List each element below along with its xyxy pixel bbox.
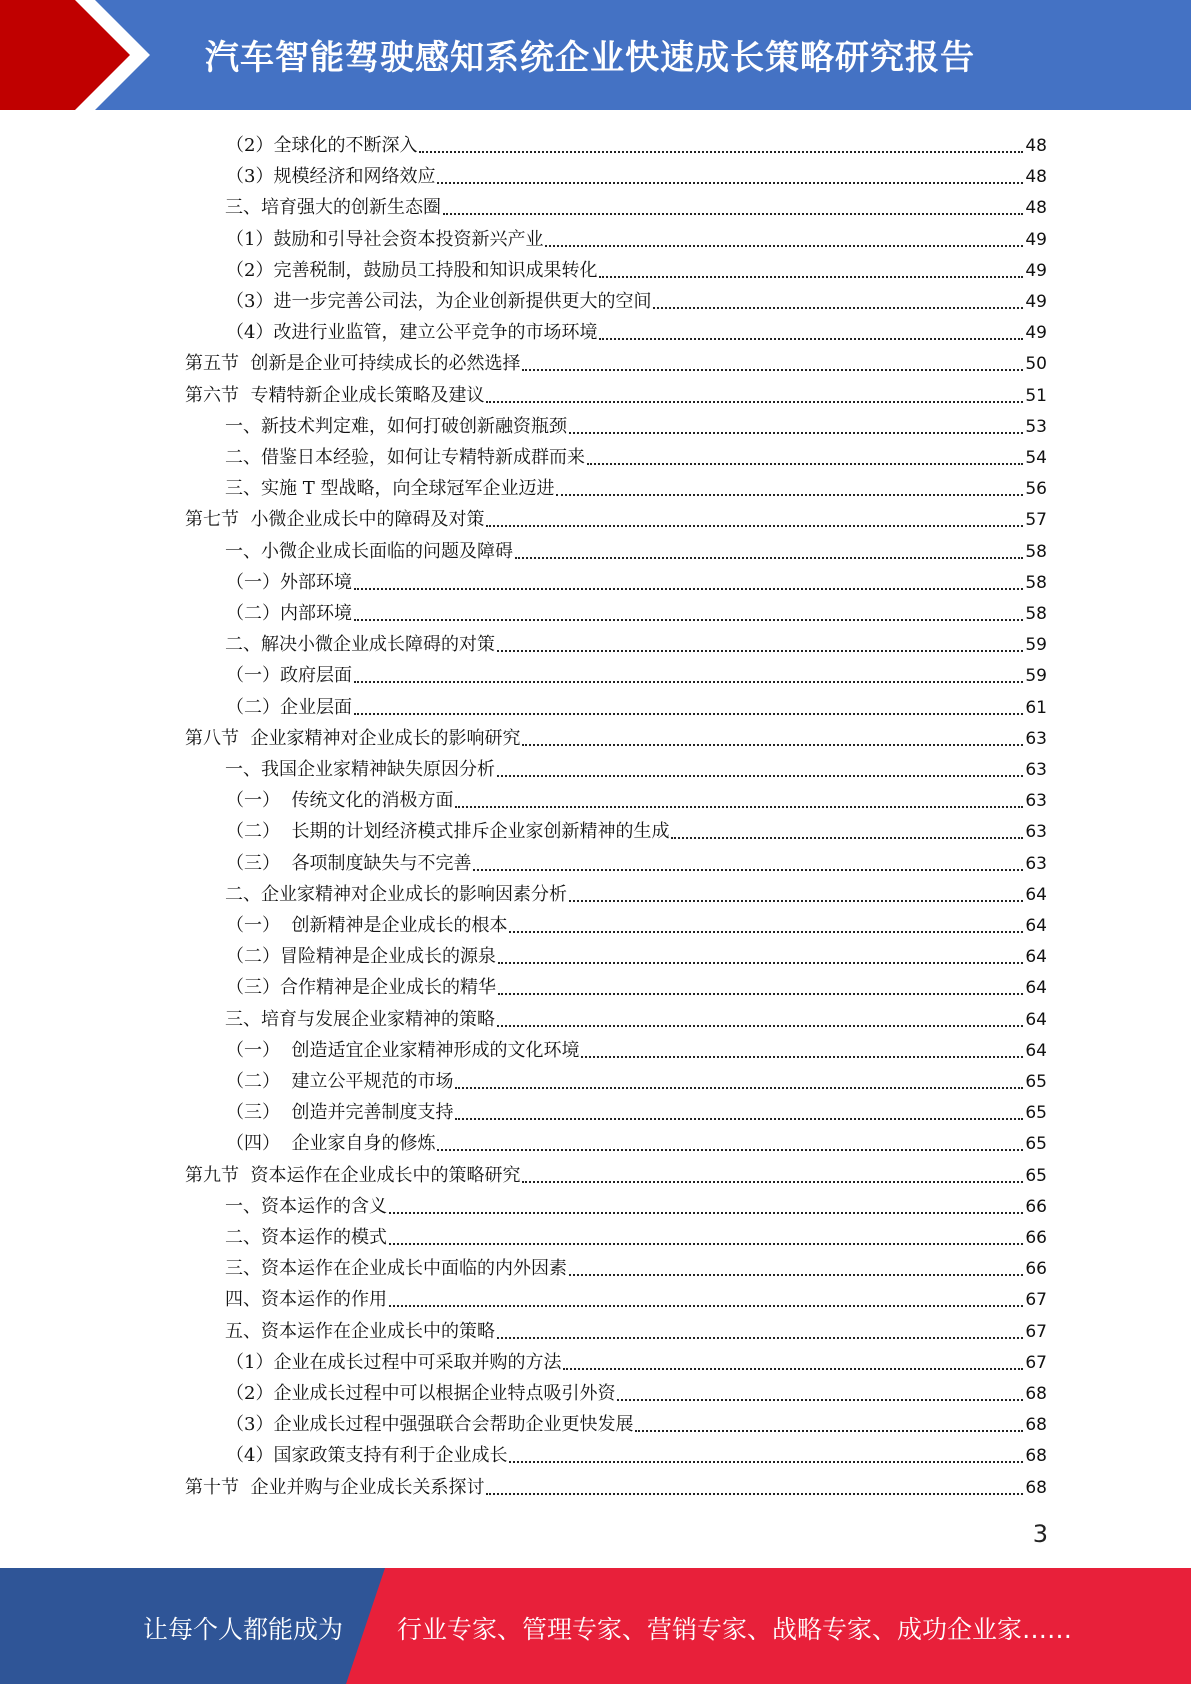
toc-entry-title: 三、培育与发展企业家精神的策略 <box>225 1009 495 1030</box>
toc-dot-leader <box>569 900 1023 902</box>
toc-entry-title: 一、资本运作的含义 <box>225 1196 387 1217</box>
toc-dot-leader <box>486 1493 1023 1495</box>
toc-entry-title: （二）冒险精神是企业成长的源泉 <box>226 946 496 967</box>
toc-entry[interactable] <box>226 221 1047 252</box>
toc-dot-leader <box>437 1149 1023 1151</box>
toc-dot-leader <box>563 1368 1023 1370</box>
toc-entry[interactable] <box>226 252 1047 283</box>
footer-slogan-right: 行业专家、管理专家、营销专家、战略专家、成功企业家…… <box>397 1615 1073 1644</box>
toc-dot-leader <box>497 1337 1023 1339</box>
toc-entry[interactable] <box>185 1469 1047 1500</box>
toc-entry[interactable] <box>225 1188 1047 1219</box>
toc-dot-leader <box>455 806 1023 808</box>
toc-entry-title: 五、资本运作在企业成长中的策略 <box>225 1321 495 1342</box>
toc-dot-leader <box>569 1274 1023 1276</box>
toc-entry-title: （二） 建立公平规范的市场 <box>226 1071 454 1092</box>
toc-entry[interactable] <box>226 1375 1047 1406</box>
toc-entry[interactable] <box>226 127 1047 158</box>
toc-entry[interactable] <box>225 470 1047 501</box>
toc-entry[interactable] <box>226 969 1047 1000</box>
toc-entry-title: （二）内部环境 <box>226 603 352 624</box>
toc-entry-title: 三、资本运作在企业成长中面临的内外因素 <box>225 1258 567 1279</box>
toc-dot-leader <box>354 588 1023 590</box>
toc-entry-page: 49 <box>1025 230 1047 250</box>
toc-dot-leader <box>455 1118 1023 1120</box>
toc-entry-page: 67 <box>1025 1353 1047 1373</box>
toc-entry-title: （三） 各项制度缺失与不完善 <box>226 853 472 874</box>
toc-entry-title: （3）企业成长过程中强强联合会帮助企业更快发展 <box>226 1414 634 1435</box>
toc-entry[interactable] <box>225 1281 1047 1312</box>
toc-entry[interactable] <box>226 1344 1047 1375</box>
toc-entry-page: 65 <box>1025 1072 1047 1092</box>
toc-entry-title: 三、实施 T 型战略，向全球冠军企业迈进 <box>225 478 555 499</box>
toc-entry[interactable] <box>226 813 1047 844</box>
toc-entry[interactable] <box>226 1032 1047 1063</box>
toc-entry-title: 二、解决小微企业成长障碍的对策 <box>225 634 495 655</box>
toc-entry[interactable] <box>185 501 1047 532</box>
toc-entry[interactable] <box>225 1001 1047 1032</box>
toc-dot-leader <box>509 931 1023 933</box>
page-header <box>0 0 1191 110</box>
toc-entry-title: 一、我国企业家精神缺失原因分析 <box>225 759 495 780</box>
toc-dot-leader <box>653 307 1023 309</box>
toc-entry-title: （二）企业层面 <box>226 697 352 718</box>
toc-entry-title: （四） 企业家自身的修炼 <box>226 1133 436 1154</box>
toc-entry-title: 第七节 小微企业成长中的障碍及对策 <box>185 509 485 530</box>
toc-entry-page: 68 <box>1025 1478 1047 1498</box>
toc-entry-title: （三） 创造并完善制度支持 <box>226 1102 454 1123</box>
toc-entry-page: 68 <box>1025 1446 1047 1466</box>
toc-dot-leader <box>498 962 1023 964</box>
toc-entry[interactable] <box>185 1157 1047 1188</box>
toc-entry-page: 63 <box>1025 791 1047 811</box>
toc-dot-leader <box>599 338 1023 340</box>
toc-entry[interactable] <box>225 626 1047 657</box>
toc-dot-leader <box>587 463 1023 465</box>
toc-entry-title: 四、资本运作的作用 <box>225 1289 387 1310</box>
toc-dot-leader <box>522 744 1023 746</box>
toc-entry-page: 59 <box>1025 666 1047 686</box>
toc-entry-title: （2）全球化的不断深入 <box>226 135 418 156</box>
toc-entry[interactable] <box>226 657 1047 688</box>
toc-dot-leader <box>635 1430 1023 1432</box>
toc-entry-page: 58 <box>1025 573 1047 593</box>
toc-entry[interactable] <box>226 1437 1047 1468</box>
toc-entry-page: 67 <box>1025 1290 1047 1310</box>
toc-dot-leader <box>389 1305 1023 1307</box>
toc-entry-title: 第八节 企业家精神对企业成长的影响研究 <box>185 728 521 749</box>
toc-entry-title: （一）政府层面 <box>226 665 352 686</box>
toc-entry-title: （2）完善税制，鼓励员工持股和知识成果转化 <box>226 260 598 281</box>
toc-entry-title: （4）国家政策支持有利于企业成长 <box>226 1445 508 1466</box>
toc-entry-page: 49 <box>1025 261 1047 281</box>
toc-entry-page: 58 <box>1025 542 1047 562</box>
toc-entry-page: 54 <box>1025 448 1047 468</box>
toc-entry-page: 64 <box>1025 1041 1047 1061</box>
toc-entry[interactable] <box>226 907 1047 938</box>
toc-dot-leader <box>522 1181 1023 1183</box>
toc-entry-page: 48 <box>1025 198 1047 218</box>
toc-entry[interactable] <box>225 1219 1047 1250</box>
toc-dot-leader <box>354 619 1023 621</box>
toc-entry-page: 59 <box>1025 635 1047 655</box>
report-title: 汽车智能驾驶感知系统企业快速成长策略研究报告 <box>205 38 975 78</box>
toc-entry[interactable] <box>225 408 1047 439</box>
toc-dot-leader <box>671 837 1023 839</box>
toc-dot-leader <box>443 213 1023 215</box>
page-footer <box>0 1568 1191 1684</box>
toc-dot-leader <box>419 151 1023 153</box>
toc-entry-page: 65 <box>1025 1166 1047 1186</box>
toc-entry[interactable] <box>185 720 1047 751</box>
toc-entry-title: （三）合作精神是企业成长的精华 <box>226 977 496 998</box>
toc-entry-title: 一、新技术判定难，如何打破创新融资瓶颈 <box>225 416 567 437</box>
toc-entry-title: 第五节 创新是企业可持续成长的必然选择 <box>185 353 521 374</box>
toc-entry[interactable] <box>226 158 1047 189</box>
toc-dot-leader <box>497 650 1023 652</box>
toc-entry[interactable] <box>226 314 1047 345</box>
toc-entry[interactable] <box>226 283 1047 314</box>
toc-entry-page: 63 <box>1025 854 1047 874</box>
toc-dot-leader <box>473 869 1023 871</box>
page-number: 3 <box>1032 1520 1048 1548</box>
toc-entry[interactable] <box>185 377 1047 408</box>
toc-dot-leader <box>455 1087 1023 1089</box>
toc-dot-leader <box>486 401 1023 403</box>
toc-dot-leader <box>569 432 1023 434</box>
toc-entry-page: 66 <box>1025 1197 1047 1217</box>
toc-entry[interactable] <box>226 1063 1047 1094</box>
header-chevron-graphic <box>0 0 160 110</box>
toc-entry-title: 第九节 资本运作在企业成长中的策略研究 <box>185 1165 521 1186</box>
toc-dot-leader <box>545 245 1023 247</box>
footer-slogan-left: 让每个人都能成为 <box>143 1615 344 1644</box>
toc-entry-page: 61 <box>1025 698 1047 718</box>
toc-dot-leader <box>486 525 1023 527</box>
toc-entry-title: （一）外部环境 <box>226 572 352 593</box>
toc-entry[interactable] <box>226 689 1047 720</box>
toc-entry-title: （二） 长期的计划经济模式排斥企业家创新精神的生成 <box>226 821 670 842</box>
toc-entry[interactable] <box>226 782 1047 813</box>
toc-dot-leader <box>389 1243 1023 1245</box>
toc-entry[interactable] <box>226 595 1047 626</box>
toc-entry-page: 58 <box>1025 604 1047 624</box>
toc-entry-page: 51 <box>1025 386 1047 406</box>
toc-entry-title: 二、资本运作的模式 <box>225 1227 387 1248</box>
toc-entry-title: （1）企业在成长过程中可采取并购的方法 <box>226 1352 562 1373</box>
toc-entry[interactable] <box>185 345 1047 376</box>
toc-entry-title: （3）规模经济和网络效应 <box>226 166 436 187</box>
toc-entry-page: 66 <box>1025 1228 1047 1248</box>
toc-entry-page: 64 <box>1025 885 1047 905</box>
toc-entry-page: 65 <box>1025 1103 1047 1123</box>
toc-entry[interactable] <box>226 1406 1047 1437</box>
toc-entry-page: 65 <box>1025 1134 1047 1154</box>
toc-entry[interactable] <box>225 533 1047 564</box>
toc-dot-leader <box>522 369 1023 371</box>
toc-dot-leader <box>354 713 1023 715</box>
toc-dot-leader <box>354 681 1023 683</box>
toc-dot-leader <box>515 557 1023 559</box>
toc-entry-page: 48 <box>1025 136 1047 156</box>
toc-dot-leader <box>437 182 1023 184</box>
toc-entry-title: 第十节 企业并购与企业成长关系探讨 <box>185 1477 485 1498</box>
toc-entry-title: （2）企业成长过程中可以根据企业特点吸引外资 <box>226 1383 616 1404</box>
toc-entry-title: （一） 传统文化的消极方面 <box>226 790 454 811</box>
toc-entry[interactable] <box>226 1094 1047 1125</box>
toc-dot-leader <box>497 775 1023 777</box>
toc-entry-title: 第六节 专精特新企业成长策略及建议 <box>185 385 485 406</box>
toc-entry-page: 64 <box>1025 916 1047 936</box>
toc-entry[interactable] <box>226 564 1047 595</box>
toc-entry-page: 53 <box>1025 417 1047 437</box>
toc-entry-page: 67 <box>1025 1322 1047 1342</box>
toc-entry[interactable] <box>225 189 1047 220</box>
toc-entry-page: 56 <box>1025 479 1047 499</box>
toc-entry-title: （4）改进行业监管，建立公平竞争的市场环境 <box>226 322 598 343</box>
toc-entry[interactable] <box>225 1250 1047 1281</box>
toc-entry[interactable] <box>226 1125 1047 1156</box>
toc-entry-page: 64 <box>1025 1010 1047 1030</box>
toc-entry-page: 68 <box>1025 1415 1047 1435</box>
toc-entry-title: （1）鼓励和引导社会资本投资新兴产业 <box>226 229 544 250</box>
toc-entry[interactable] <box>225 1313 1047 1344</box>
toc-dot-leader <box>556 494 1023 496</box>
toc-entry[interactable] <box>225 439 1047 470</box>
toc-entry-title: 三、培育强大的创新生态圈 <box>225 197 441 218</box>
toc-entry-title: 二、企业家精神对企业成长的影响因素分析 <box>225 884 567 905</box>
toc-entry-page: 49 <box>1025 292 1047 312</box>
toc-entry-page: 68 <box>1025 1384 1047 1404</box>
toc-dot-leader <box>497 1025 1023 1027</box>
toc-dot-leader <box>498 993 1023 995</box>
toc-dot-leader <box>509 1461 1023 1463</box>
toc-entry-page: 48 <box>1025 167 1047 187</box>
toc-entry-title: （一） 创造适宜企业家精神形成的文化环境 <box>226 1040 580 1061</box>
toc-entry[interactable] <box>226 845 1047 876</box>
toc-entry-page: 63 <box>1025 822 1047 842</box>
toc-dot-leader <box>617 1399 1023 1401</box>
toc-entry-title: 一、小微企业成长面临的问题及障碍 <box>225 541 513 562</box>
toc-entry-title: 二、借鉴日本经验，如何让专精特新成群而来 <box>225 447 585 468</box>
toc-entry-title: （一） 创新精神是企业成长的根本 <box>226 915 508 936</box>
toc-entry-page: 63 <box>1025 760 1047 780</box>
toc-dot-leader <box>599 276 1023 278</box>
toc-entry-page: 57 <box>1025 510 1047 530</box>
toc-entry-page: 49 <box>1025 323 1047 343</box>
toc-entry-page: 66 <box>1025 1259 1047 1279</box>
toc-entry[interactable] <box>225 876 1047 907</box>
toc-entry[interactable] <box>225 751 1047 782</box>
toc-entry-title: （3）进一步完善公司法，为企业创新提供更大的空间 <box>226 291 652 312</box>
toc-entry-page: 64 <box>1025 978 1047 998</box>
toc-dot-leader <box>581 1056 1023 1058</box>
toc-entry[interactable] <box>226 938 1047 969</box>
toc-entry-page: 63 <box>1025 729 1047 749</box>
toc-dot-leader <box>389 1212 1023 1214</box>
toc-entry-page: 64 <box>1025 947 1047 967</box>
toc-entry-page: 50 <box>1025 354 1047 374</box>
